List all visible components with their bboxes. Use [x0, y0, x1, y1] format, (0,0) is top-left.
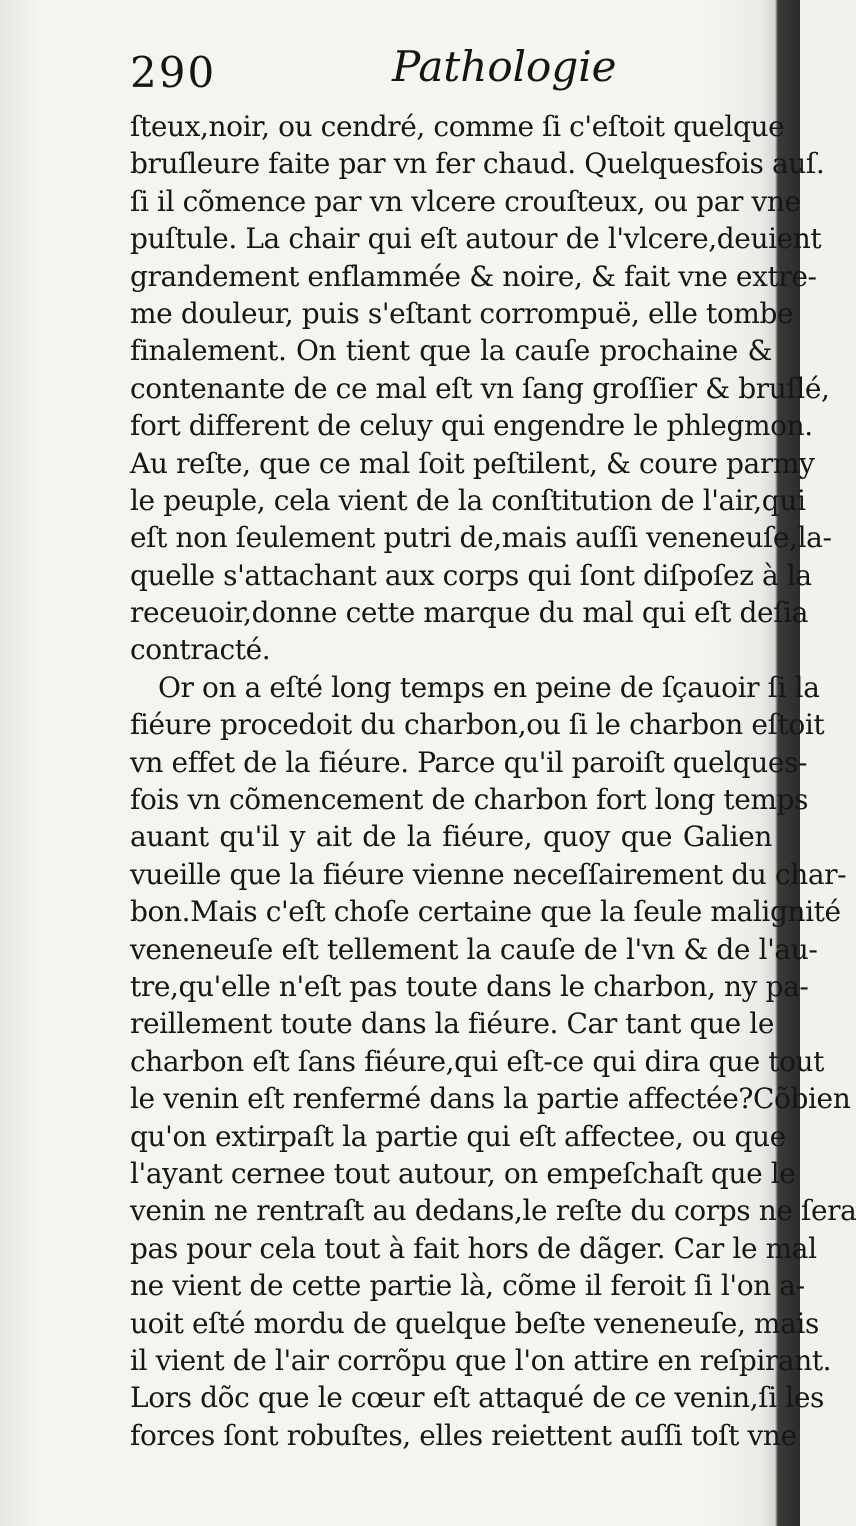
text-line: bon.Mais c'eſt choſe certaine que la ſeule malignité	[130, 895, 841, 929]
text-line: veneneuſe eſt tellement la cauſe de l'vn & de l'au-	[130, 932, 818, 966]
text-line: Au reſte, que ce mal ſoit peſtilent, & coure parmy	[130, 446, 815, 480]
text-line: bruſleure faite par vn fer chaud. Quelquesfois auſ.	[130, 147, 825, 181]
text-line: charbon eſt ſans fiéure,qui eſt-ce qui dira que tout	[130, 1044, 825, 1078]
paragraph-end-line: contracté.	[130, 633, 271, 667]
text-line: reillement toute dans la fiéure. Car tant que le	[130, 1007, 774, 1041]
text-line: receuoir,donne cette marque du mal qui eſt deſia	[130, 596, 809, 630]
text-line: finalement. On tient que la cauſe prochaine &	[130, 334, 772, 368]
text-line: venin ne rentraſt au dedans,le reſte du corps ne ſera	[130, 1194, 856, 1228]
text-line: tre,qu'elle n'eſt pas toute dans le charbon, ny pa-	[130, 969, 809, 1003]
text-line: me douleur, puis s'eſtant corrompuë, elle tombe	[130, 296, 794, 330]
text-line: contenante de ce mal eſt vn ſang groſſier & bruſlé,	[130, 371, 830, 405]
text-line: ſi il cõmence par vn vlcere crouſteux, ou par vne	[130, 184, 801, 218]
text-line: qu'on extirpaſt la partie qui eſt affectee, ou que	[130, 1119, 786, 1153]
paragraph-start-line: Or on a eſté long temps en peine de ſçauoir ſi la	[158, 670, 820, 704]
text-line: forces ſont robuſtes, elles reiettent auſſi toſt vne	[130, 1418, 797, 1452]
text-line: auant qu'il y ait de la fiéure, quoy que Galien	[130, 820, 772, 854]
text-line: puſtule. La chair qui eſt autour de l'vlcere,deuient	[130, 222, 822, 256]
page-number: 290	[130, 48, 217, 97]
text-line: fois vn cõmencement de charbon fort long temps	[130, 783, 809, 817]
text-line: ne vient de cette partie là, cõme il feroit ſi l'on a-	[130, 1269, 805, 1303]
text-line: fiéure procedoit du charbon,ou ſi le charbon eſtoit	[130, 708, 825, 742]
text-line: il vient de l'air corrõpu que l'on attire en reſpirant.	[130, 1343, 832, 1377]
text-line: quelle s'attachant aux corps qui ſont diſpoſez à la	[130, 558, 812, 592]
text-line: le venin eſt renfermé dans la partie affectée?Cõbien	[130, 1082, 851, 1116]
text-line: vn effet de la fiéure. Parce qu'il paroiſt quelques-	[130, 745, 808, 779]
text-line: grandement enflammée & noire, & fait vne extre-	[130, 259, 817, 293]
body-text	[130, 108, 856, 1454]
text-line: Lors dõc que le cœur eſt attaqué de ce venin,ſi les	[130, 1381, 824, 1415]
text-line: ſteux,noir, ou cendré, comme ſi c'eſtoit quelque	[130, 110, 785, 143]
text-line: vueille que la fiéure vienne neceſſairement du char-	[130, 857, 847, 891]
text-line: le peuple, cela vient de la conſtitution de l'air,qui	[130, 483, 806, 517]
text-line: pas pour cela tout à fait hors de dãger. Car le mal	[130, 1231, 817, 1265]
page-header	[130, 42, 770, 102]
text-line: eſt non ſeulement putri de,mais auſſi veneneuſe,la-	[130, 521, 832, 555]
running-title: Pathologie	[392, 42, 617, 91]
text-line: uoit eſté mordu de quelque beſte veneneuſe, mais	[130, 1306, 819, 1340]
text-line: fort different de celuy qui engendre le phlegmon.	[130, 409, 813, 443]
text-line: l'ayant cernee tout autour, on empeſchaſt que le	[130, 1156, 796, 1190]
